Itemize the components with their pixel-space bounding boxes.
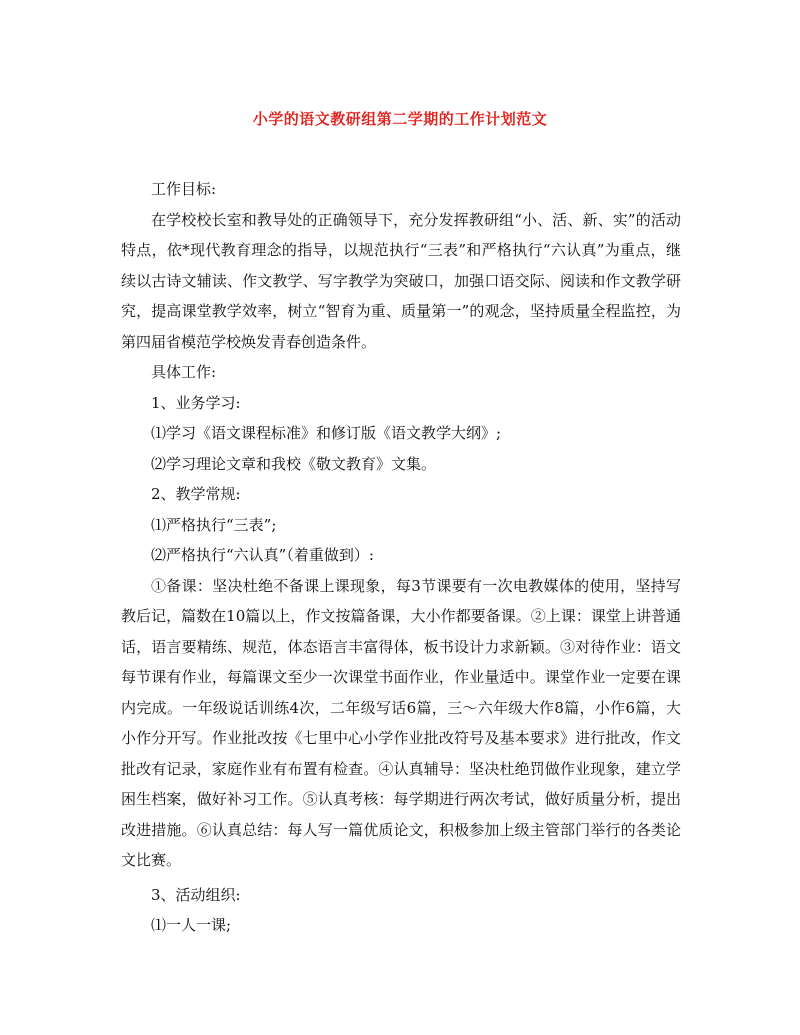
document-body <box>121 174 681 941</box>
paragraph-routine-item-1: ⑴严格执行“三表”; <box>151 515 277 534</box>
paragraph-study-heading: 1、业务学习: <box>151 393 241 412</box>
paragraph-goal-text: 在学校校长室和教导处的正确领导下，充分发挥教研组“小、活、新、实”的活动特点，依*现代教育理念的指导，以规范执行“三表”和严格执行“六认真”为重点，继续以古诗文辅读、作文教学、写字教学为突破口，加强口语交际、阅读和作文教学研究，提高课堂教学效率，树立“智育为重、质量第一”的观念，坚持质量全程监控，为第四届省模范学校焕发青春创造条件。 <box>121 210 681 351</box>
paragraph-activity-heading: 3、活动组织: <box>151 885 241 904</box>
paragraph-study-item-1: ⑴学习《语文课程标准》和修订版《语文教学大纲》; <box>151 424 502 442</box>
paragraph-goal-heading: 工作目标: <box>151 180 217 198</box>
paragraph-routine-item-2: ⑵严格执行“六认真”（着重做到）: <box>151 546 374 564</box>
paragraph-study-item-2: ⑵学习理论文章和我校《敬文教育》文集。 <box>151 454 437 473</box>
document-title: 小学的语文教研组第二学期的工作计划范文 <box>252 110 548 128</box>
paragraph-activity-item-1: ⑴一人一课; <box>151 916 232 934</box>
paragraph-routine-heading: 2、教学常规: <box>151 485 241 503</box>
paragraph-work-heading: 具体工作: <box>151 363 217 381</box>
paragraph-routine-details: ①备课：坚决杜绝不备课上课现象，每3节课要有一次电教媒体的使用，坚持写教后记，篇数在10篇以上，作文按篇备课，大小作都要备课。②上课：课堂上讲普通话，语言要精练、规范，体态语言丰富得体，板书设计力求新颖。③对待作业：语文每节课有作业，每篇课文至少一次课堂书面作业，作业量适中。课堂作业一定要在课内完成。一年级说话训练4次，二年级写话6篇，三～六年级大作8篇，小作6篇，大小作分开写。作业批改按《七里中心小学作业批改符号及基本要求》进行批改，作文批改有记录，家庭作业有布置有检查。④认真辅导：坚决杜绝罚做作业现象，建立学困生档案，做好补习工作。⑤认真考核：每学期进行两次考试，做好质量分析，提出改进措施。⑥认真总结：每人写一篇优质论文，积极参加上级主管部门举行的各类论文比赛。 <box>121 576 681 869</box>
